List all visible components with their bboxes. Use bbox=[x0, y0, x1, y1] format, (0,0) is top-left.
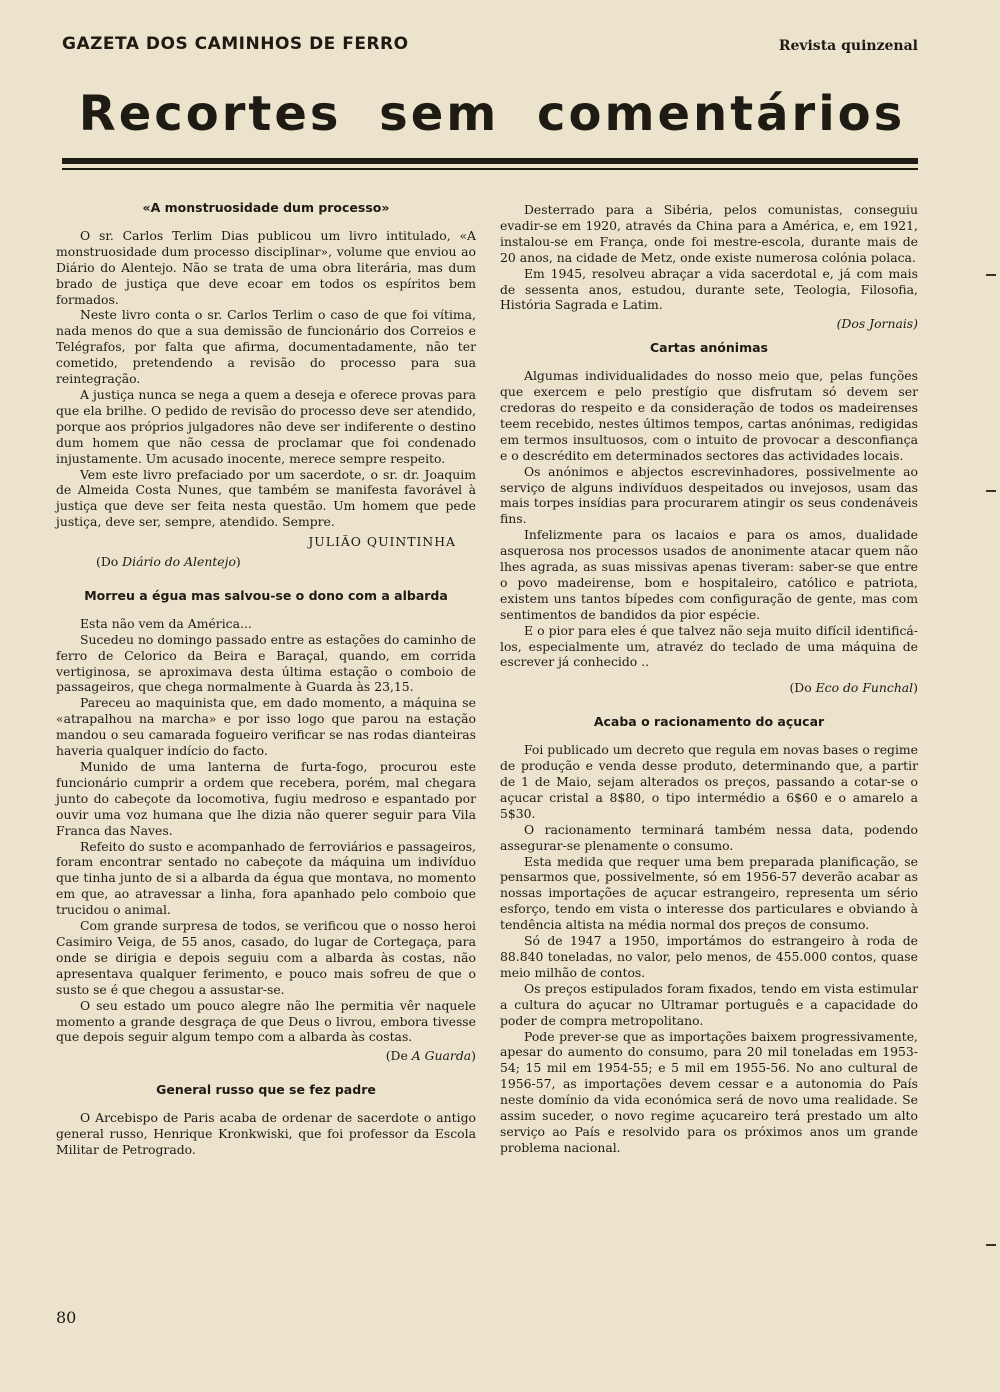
source-name: Eco do Funchal bbox=[815, 680, 914, 696]
article-paragraph: Munido de uma lanterna de furta-fogo, procurou este funcionário cumprir a ordem que recebera, porém, mal chegara junto do cabeçote da locomotiva, fugiu medroso e espantado por ouvir uma voz humana que lhe dizia não querer seguir para Vila Franca das Naves. bbox=[56, 759, 476, 838]
article-paragraph: Os anónimos e abjectos escrevinhadores, possivelmente ao serviço de alguns indivíduos despeitados ou invejosos, usam das mais torpes insídias para procurarem atingir os seus condenáveis fins. bbox=[500, 463, 918, 527]
source-name: A Guarda bbox=[411, 1048, 472, 1064]
source-prefix: (De bbox=[385, 1048, 412, 1064]
source-prefix: (Do bbox=[789, 680, 816, 696]
source-name: Diário do Alentejo bbox=[122, 554, 236, 570]
article-paragraph: E o pior para eles é que talvez não seja muito difícil identificá-los, especialmente um, atravéz do teclado de uma máquina de escrever já conhecido .. bbox=[500, 622, 918, 670]
article-heading-general: General russo que se fez padre bbox=[156, 1082, 376, 1098]
margin-mark bbox=[986, 274, 996, 276]
article-paragraph: O seu estado um pouco alegre não lhe permitia vêr naquele momento a grande desgraça de que Deus o livrou, embora tivesse que depois seguir algum tempo com a albarda às costas. bbox=[56, 997, 476, 1045]
article-paragraph: Esta medida que requer uma bem preparada planificação, se pensarmos que, possivelmente, só em 1956-57 deverão acabar as nossas importações de açucar estrangeiro, representa um sério esforço, tendo em vista o interesse dos particulares e obviando à tendência altista na média normal dos preços de consumo. bbox=[500, 853, 918, 933]
source-suffix: ) bbox=[471, 1048, 476, 1064]
article-paragraph: O sr. Carlos Terlim Dias publicou um livro intitulado, «A monstruosidade dum processo disciplinar», volume que enviou ao Diário do Alentejo. Não se trata de uma obra literária, mas dum brado de justiça que deve ecoar em todos os espíritos bem formados. bbox=[56, 227, 476, 307]
margin-mark bbox=[986, 1244, 996, 1246]
article-source bbox=[56, 1048, 476, 1064]
article-source bbox=[500, 680, 918, 696]
article-paragraph: Com grande surpresa de todos, se verificou que o nosso heroi Casimiro Veiga, de 55 anos, casado, do lugar de Cortegaça, para onde se dirigia e depois seguiu com a albarda às costas, não apresentava qualquer ferimento, e pouco mais sofreu de que o susto se é que chegou a assustar-se. bbox=[56, 918, 476, 997]
article-paragraph: O Arcebispo de Paris acaba de ordenar de sacerdote o antigo general russo, Henrique Kronkwiski, que foi professor da Escola Militar de Petrogrado. bbox=[56, 1110, 476, 1157]
article-paragraph: Refeito do susto e acompanhado de ferroviários e passageiros, foram encontrar sentado no cabeçote da máquina um indivíduo que tinha junto de si a albarda da égua que montava, no momento em que, ao atravessar a linha, fora apanhado pelo comboio que trucidou o animal. bbox=[56, 838, 476, 918]
publication-subtitle: Revista quinzenal bbox=[778, 38, 918, 54]
page-number: 80 bbox=[56, 1308, 77, 1327]
left-column bbox=[56, 200, 476, 1158]
title-rule-thin bbox=[62, 168, 918, 170]
article-paragraph: Neste livro conta o sr. Carlos Terlim o caso de que foi vítima, nada menos do que a sua demissão de funcionário dos Correios e Telégrafos, por falta que afirma, documentadamente, não ter cometido, pretendendo a revisão do processo para sua reintegração. bbox=[56, 307, 476, 387]
article-paragraph: Os preços estipulados foram fixados, tendo em vista estimular a cultura do açucar no Ultramar português e a capacidade do poder de compra metropolitano. bbox=[500, 980, 918, 1028]
article-heading-monstruosidade: «A monstruosidade dum processo» bbox=[142, 200, 390, 215]
source-suffix: ) bbox=[913, 680, 918, 696]
article-paragraph: Em 1945, resolveu abraçar a vida sacerdotal e, já com mais de sessenta anos, estudou, durante sete, Teologia, Filosofia, História Sagrada e Latim. bbox=[500, 265, 918, 313]
article-paragraph: Vem este livro prefaciado por um sacerdote, o sr. dr. Joaquim de Almeida Costa Nunes, que também se manifesta favorável à justiça que deve ser feita nesta questão. Um homem que pede justiça, deve ser, sempre, atendido. Sempre. bbox=[56, 466, 476, 530]
publication-name: GAZETA DOS CAMINHOS DE FERRO bbox=[62, 34, 409, 54]
article-paragraph: Pareceu ao maquinista que, em dado momento, a máquina se «atrapalhou na marcha» e por isso logo que parou na estação mandou o seu camarada fogueiro verificar se nas rodas dianteiras haveria qualquer indício do facto. bbox=[56, 695, 476, 759]
article-source: (Dos Jornais) bbox=[836, 316, 918, 332]
article-paragraph: Sucedeu no domingo passado entre as estações do caminho de ferro de Celorico da Beira e Baraçal, quando, em corrida vertiginosa, se aproximava desta última estação o comboio de passageiros, que chega normalmente à Guarda às 23,15. bbox=[56, 631, 476, 695]
margin-mark bbox=[986, 490, 996, 492]
right-column bbox=[500, 202, 918, 1156]
title-rule-thick bbox=[62, 158, 918, 164]
article-heading-egua: Morreu a égua mas salvou-se o dono com a albarda bbox=[84, 587, 448, 603]
article-paragraph: Infelizmente para os lacaios e para os amos, dualidade asquerosa nos processos usados de anonimente atacar quem não lhes agrada, as suas missivas apenas tiveram: saber-se que entre o povo madeirense, bom e hospitaleiro, católico e patriota, existem uns tantos bípedes com configuração de gente, mas com sentimentos de bandidos da pior espécie. bbox=[500, 527, 918, 622]
article-signature: JULIÃO QUINTINHA bbox=[308, 534, 456, 550]
article-paragraph: Só de 1947 a 1950, importámos do estrangeiro à roda de 88.840 toneladas, no valor, pelo menos, de 455.000 contos, quase meio milhão de contos. bbox=[500, 933, 918, 980]
article-paragraph: A justiça nunca se nega a quem a deseja e oferece provas para que ela brilhe. O pedido de revisão do processo deve ser atendido, porque aos próprios julgadores não deve ser indiferente o destino dum homem que não cessa de proclamar que foi condenado injustamente. Um acusado inocente, merece sempre respeito. bbox=[56, 386, 476, 466]
page-title: Recortes sem comentários bbox=[78, 86, 906, 142]
article-source bbox=[56, 554, 476, 570]
article-paragraph: Pode prever-se que as importações baixem progressivamente, apesar do aumento do consumo, para 20 mil toneladas em 1953-54; 15 mil em 1954-55; e 5 mil em 1955-56. No ano cultural de 1956-57, as importações devem cessar e a autonomia do País neste domínio da vida económica será de novo uma realidade. Se assim suceder, o novo regime açucareiro terá prestado um alto serviço ao País e resolvido para os próximos anos um grande problema nacional. bbox=[500, 1028, 918, 1155]
article-paragraph: Desterrado para a Sibéria, pelos comunistas, conseguiu evadir-se em 1920, através da China para a América, e, em 1921, instalou-se em França, onde foi mestre-escola, durante mais de 20 anos, na cidade de Metz, onde existe numerosa colónia polaca. bbox=[500, 202, 918, 265]
article-heading-acucar: Acaba o racionamento do açucar bbox=[593, 714, 825, 730]
source-suffix: ) bbox=[235, 554, 241, 570]
article-paragraph: O racionamento terminará também nessa data, podendo assegurar-se plenamente o consumo. bbox=[500, 821, 918, 853]
article-paragraph: Esta não vem da América... bbox=[80, 615, 252, 631]
article-heading-cartas: Cartas anónimas bbox=[650, 340, 768, 356]
article-paragraph: Algumas individualidades do nosso meio que, pelas funções que exercem e pelo prestígio que disfrutam só devem ser credoras do respeito e da consideração de todos os madeirenses teem recebido, nestes últimos tempos, cartas anónimas, redigidas em termos insultuosos, com o intuito de provocar a desconfiança e o descrédito em determinados sectores das actividades locais. bbox=[500, 368, 918, 463]
article-paragraph: Foi publicado um decreto que regula em novas bases o regime de produção e venda desse produto, determinando que, a partir de 1 de Maio, sejam alterados os preços, passando a cotar-se o açucar cristal a 8$80, o tipo intermédio a 6$60 e o amarelo a 5$30. bbox=[500, 742, 918, 821]
source-prefix: (Do bbox=[96, 554, 123, 570]
